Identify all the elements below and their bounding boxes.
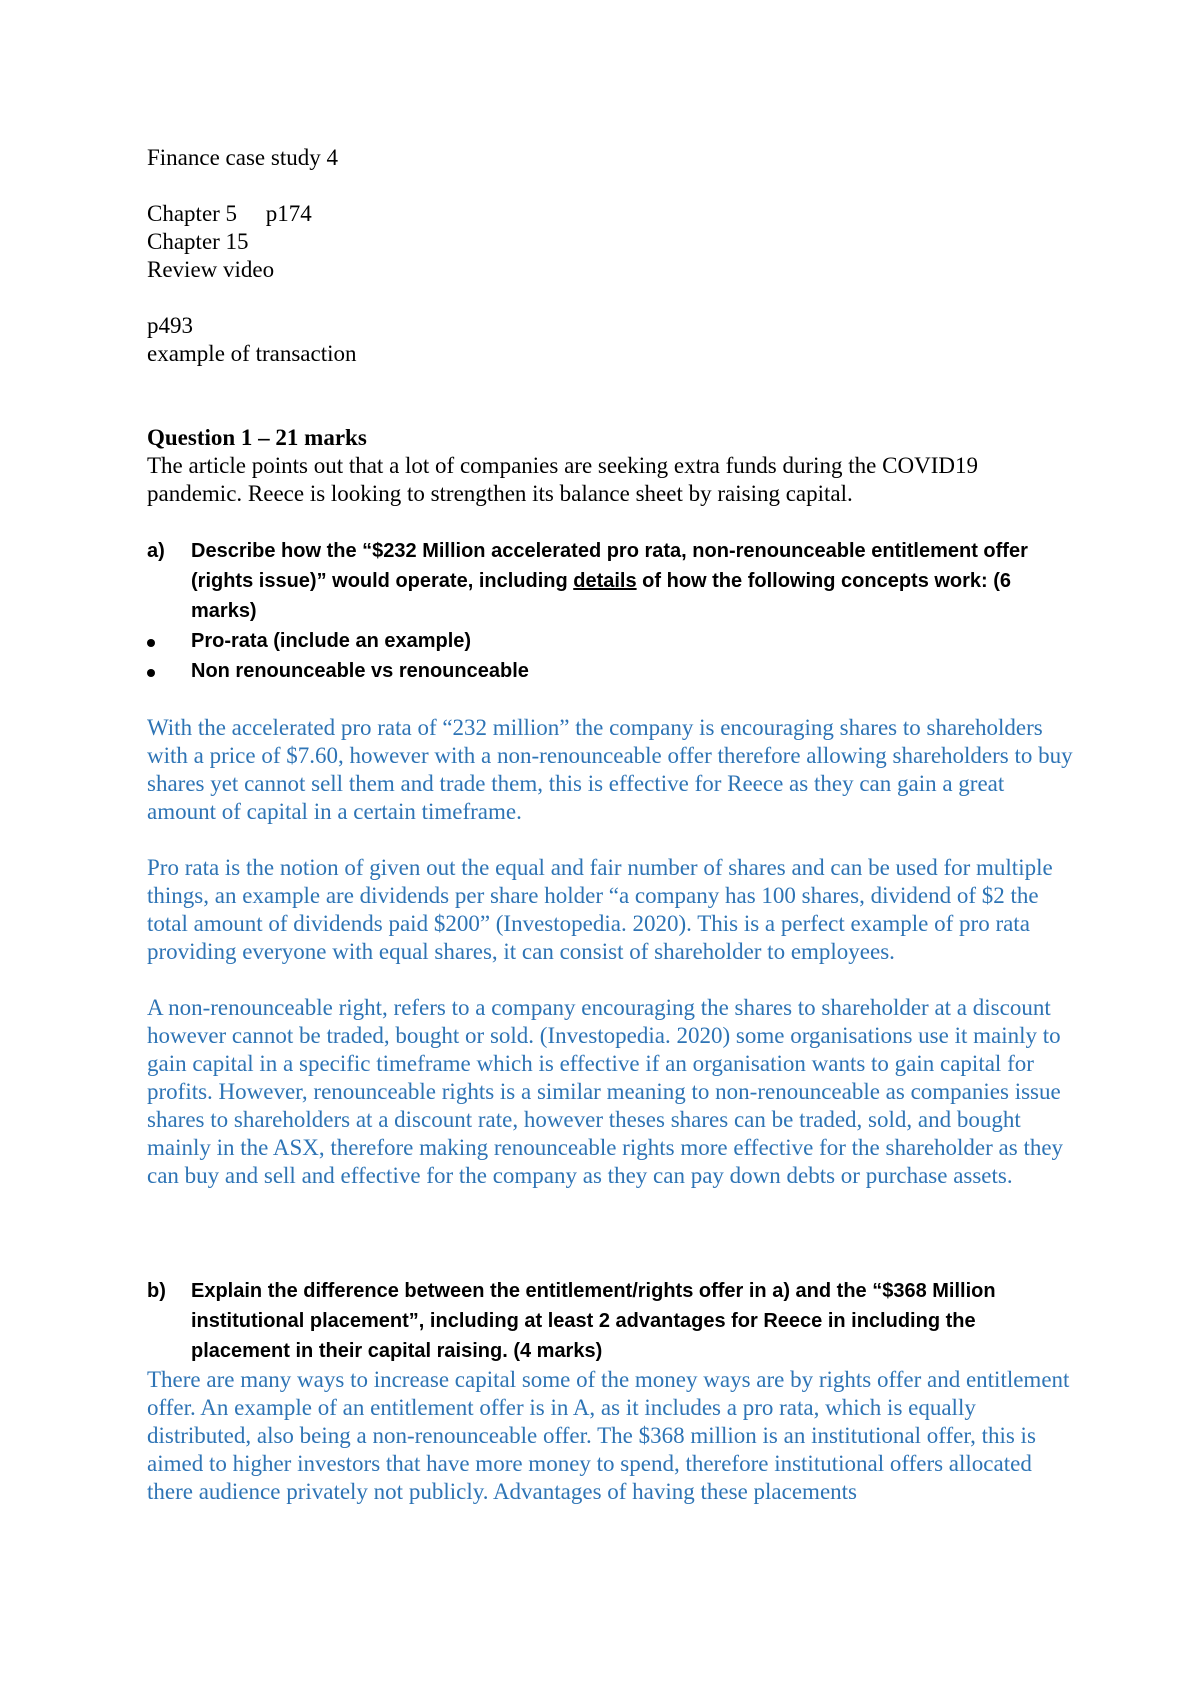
part-a-bullet bbox=[147, 656, 1077, 686]
spacer bbox=[147, 966, 1077, 994]
question-1-heading: Question 1 – 21 marks bbox=[147, 425, 367, 450]
part-a-text-after: of how the following concepts work: (6 marks) bbox=[191, 570, 1012, 622]
chapter-5-note: Chapter 5 p174 bbox=[147, 201, 312, 226]
part-a-text-underlined: details bbox=[573, 570, 637, 592]
part-b-text: Explain the difference between the entitlement/rights offer in a) and the “$368 Million institutional placement”, including at least 2 advantages for Reece in including the placement in their capital raising. (4 marks) bbox=[191, 1280, 996, 1362]
bullet-dot-icon bbox=[147, 669, 155, 677]
spacer bbox=[147, 508, 1077, 536]
part-a-bullet bbox=[147, 626, 1077, 656]
part-b-answer-paragraph: There are many ways to increase capital some of the money ways are by rights offer and entitlement offer. An example of an entitlement offer is in A, as it includes a pro rata, which is equally distributed, also being a non-renounceable offer. The $368 million is an institutional offer, this is aimed to higher investors that have more money to spend, therefore institutional offers allocated there audience privately not publicly. Advantages of having these placements bbox=[147, 1367, 1070, 1504]
part-a-answer-paragraph: Pro rata is the notion of given out the equal and fair number of shares and can be used for multiple things, an example are dividends per share holder “a company has 100 shares, dividend of $2 the total amount of dividends paid $200” (Investopedia. 2020). This is a perfect example of pro rata providing everyone with equal shares, it can consist of shareholder to employees. bbox=[147, 855, 1053, 964]
part-a-answer-paragraph: With the accelerated pro rata of “232 million” the company is encouraging shares to shareholders with a price of $7.60, however with a non-renounceable offer therefore allowing shareholders to buy shares yet cannot sell them and trade them, this is effective for Reece as they can gain a great amount of capital in a certain timeframe. bbox=[147, 715, 1073, 824]
part-a-text-before: Describe how the “$232 Million accelerated pro rata, non-renounceable entitlement offer (rights issue)” would operate, including bbox=[191, 540, 1028, 592]
part-a-prompt bbox=[147, 536, 1077, 626]
part-a-answer-paragraph: A non-renounceable right, refers to a company encouraging the shares to shareholder at a discount however cannot be traded, bought or sold. (Investopedia. 2020) some organisations use it mainly to gain capital in a specific timeframe which is effective if an organisation wants to gain capital for profits. However, renounceable rights is a similar meaning to non-renounceable as companies issue shares to shareholders at a discount rate, however theses shares can be traded, sold, and bought mainly in the ASX, therefore making renounceable rights more effective for the shareholder as they can buy and sell and effective for the company as they can pay down debts or purchase assets. bbox=[147, 995, 1064, 1188]
spacer bbox=[147, 826, 1077, 854]
page-493-note: p493 bbox=[147, 313, 193, 338]
spacer bbox=[147, 368, 1077, 424]
part-b-marker: b) bbox=[147, 1280, 166, 1302]
spacer bbox=[147, 284, 1077, 312]
spacer bbox=[147, 172, 1077, 200]
question-1-intro: The article points out that a lot of companies are seeking extra funds during the COVID19 pandemic. Reece is looking to strengthen its balance sheet by raising capital. bbox=[147, 453, 978, 506]
spacer bbox=[147, 686, 1077, 714]
bullet-marker bbox=[147, 626, 191, 656]
document-title: Finance case study 4 bbox=[147, 145, 338, 170]
part-b-prompt bbox=[147, 1276, 1077, 1366]
question-1-section bbox=[147, 424, 1077, 1506]
part-a-bullet-text: Non renounceable vs renounceable bbox=[191, 660, 529, 682]
spacer bbox=[147, 1190, 1077, 1276]
part-a-marker: a) bbox=[147, 540, 165, 562]
notes-block bbox=[147, 144, 1077, 368]
transaction-example-note: example of transaction bbox=[147, 341, 357, 366]
document-body bbox=[147, 144, 1077, 1506]
bullet-dot-icon bbox=[147, 639, 155, 647]
chapter-15-note: Chapter 15 bbox=[147, 229, 249, 254]
bullet-marker bbox=[147, 656, 191, 686]
part-a-text bbox=[191, 536, 1077, 626]
part-a-bullet-text: Pro-rata (include an example) bbox=[191, 630, 472, 652]
review-video-note: Review video bbox=[147, 257, 275, 282]
